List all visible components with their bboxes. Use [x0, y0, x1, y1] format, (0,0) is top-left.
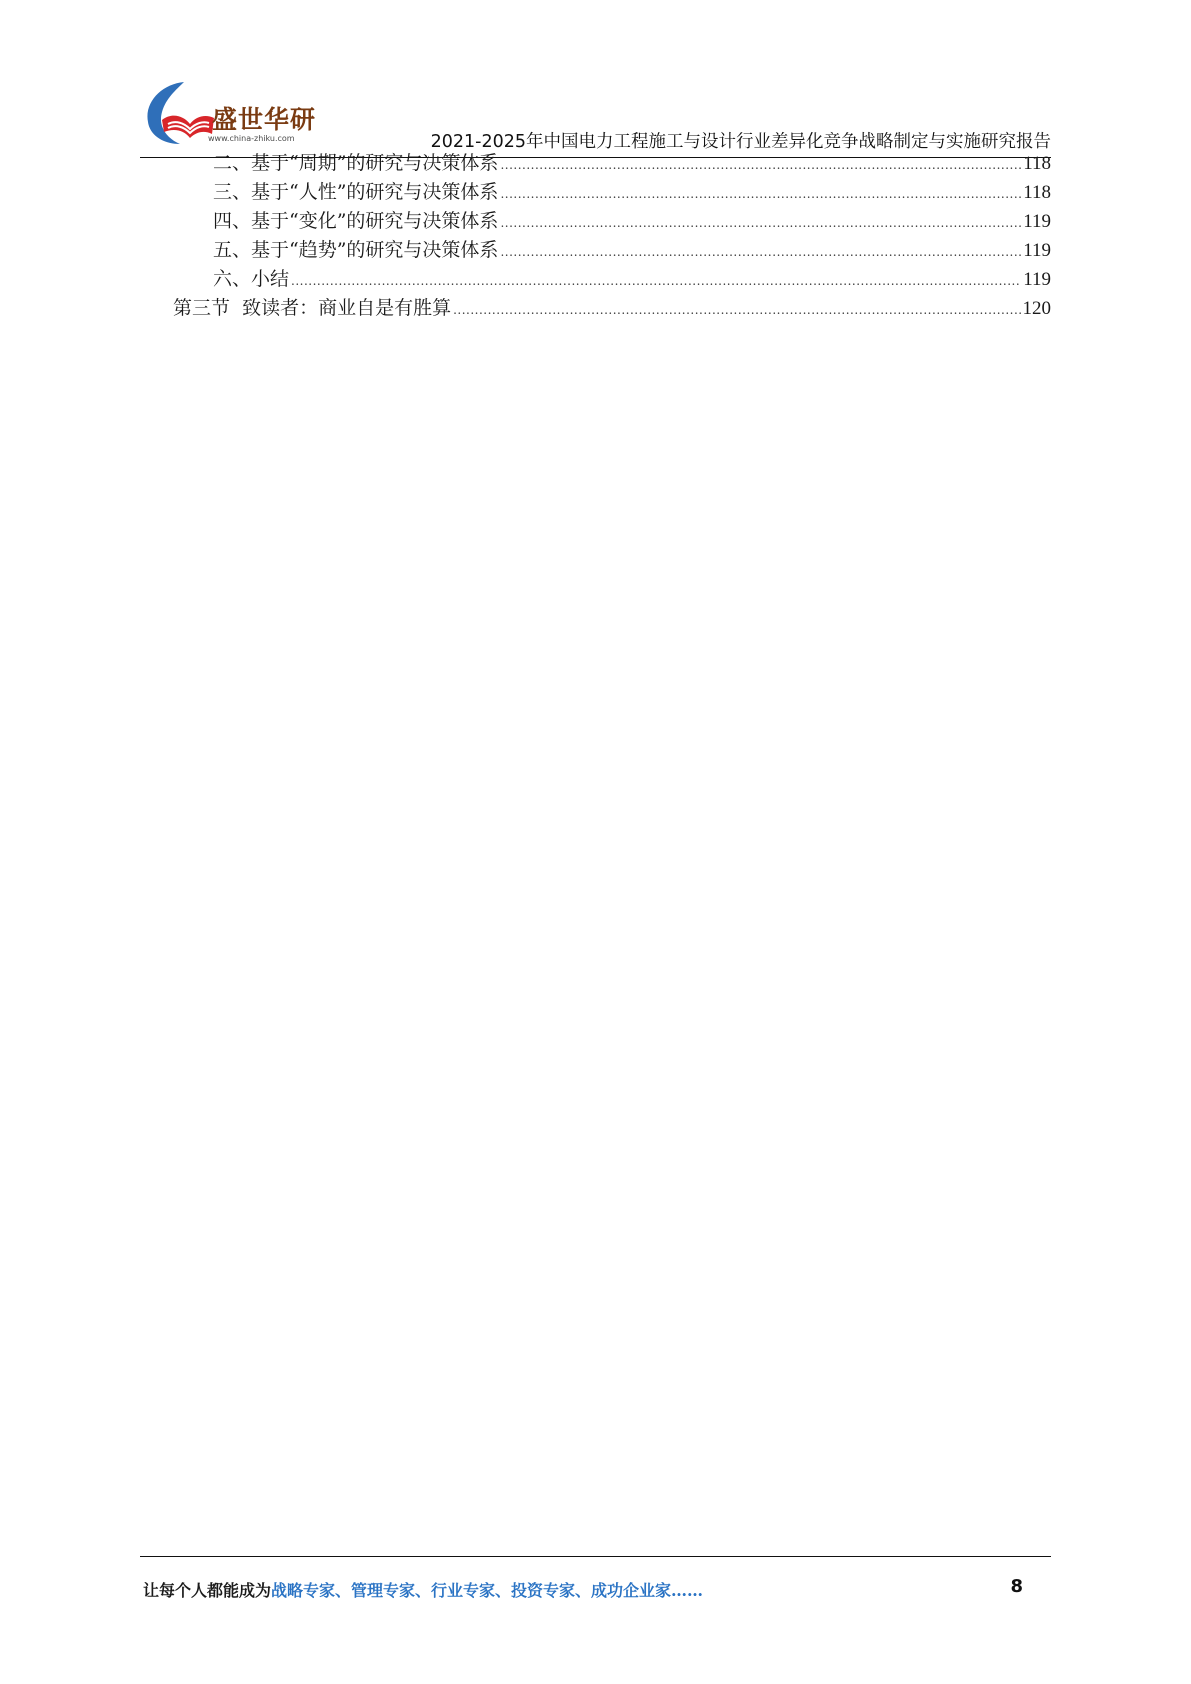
- dot-leader: [500, 206, 1021, 238]
- footer-slogan-highlight: 战略专家、管理专家、行业专家、投资专家、成功企业家……: [271, 1581, 704, 1600]
- toc-entry-label: 六、小结: [213, 268, 290, 290]
- toc-entry-page: 119: [1023, 269, 1051, 290]
- toc-entry-label: 五、基于“趋势”的研究与决策体系: [213, 239, 499, 261]
- toc-entry[interactable]: [213, 206, 1051, 236]
- company-logo: [140, 78, 330, 153]
- toc-entry-label: 四、基于“变化”的研究与决策体系: [213, 210, 499, 232]
- toc-entry[interactable]: [213, 235, 1051, 265]
- dot-leader: [500, 235, 1021, 267]
- dot-leader: [500, 148, 1021, 180]
- report-title: 2021-2025年中国电力工程施工与设计行业差异化竞争战略制定与实施研究报告: [430, 132, 1051, 152]
- toc-entry-page: 119: [1023, 240, 1051, 261]
- footer-slogan: [143, 1578, 703, 1601]
- toc-entry-label: 第三节 致读者：商业自是有胜算: [173, 297, 452, 319]
- toc-entry[interactable]: [213, 177, 1051, 207]
- dot-leader: [500, 177, 1021, 209]
- toc-entry-page: 120: [1022, 298, 1051, 319]
- toc-entry-page: 118: [1023, 182, 1051, 203]
- toc-entry-label: 二、基于“周期”的研究与决策体系: [213, 152, 499, 174]
- logo-website: www.china-zhiku.com: [208, 134, 295, 143]
- toc-entry-label: 三、基于“人性”的研究与决策体系: [213, 181, 499, 203]
- toc-entry-page: 119: [1023, 211, 1051, 232]
- footer-slogan-lead: 让每个人都能成为: [143, 1581, 272, 1600]
- toc-entry[interactable]: [213, 148, 1051, 178]
- footer-divider: [140, 1556, 1051, 1557]
- dot-leader: [291, 264, 1021, 296]
- toc-entry-page: 118: [1023, 153, 1051, 174]
- page-number: 8: [1010, 1576, 1023, 1597]
- toc-entry-section[interactable]: [173, 293, 1051, 323]
- logo-company-name: 盛世华研: [212, 105, 317, 134]
- toc-entry[interactable]: [213, 264, 1051, 294]
- dot-leader: [453, 293, 1020, 325]
